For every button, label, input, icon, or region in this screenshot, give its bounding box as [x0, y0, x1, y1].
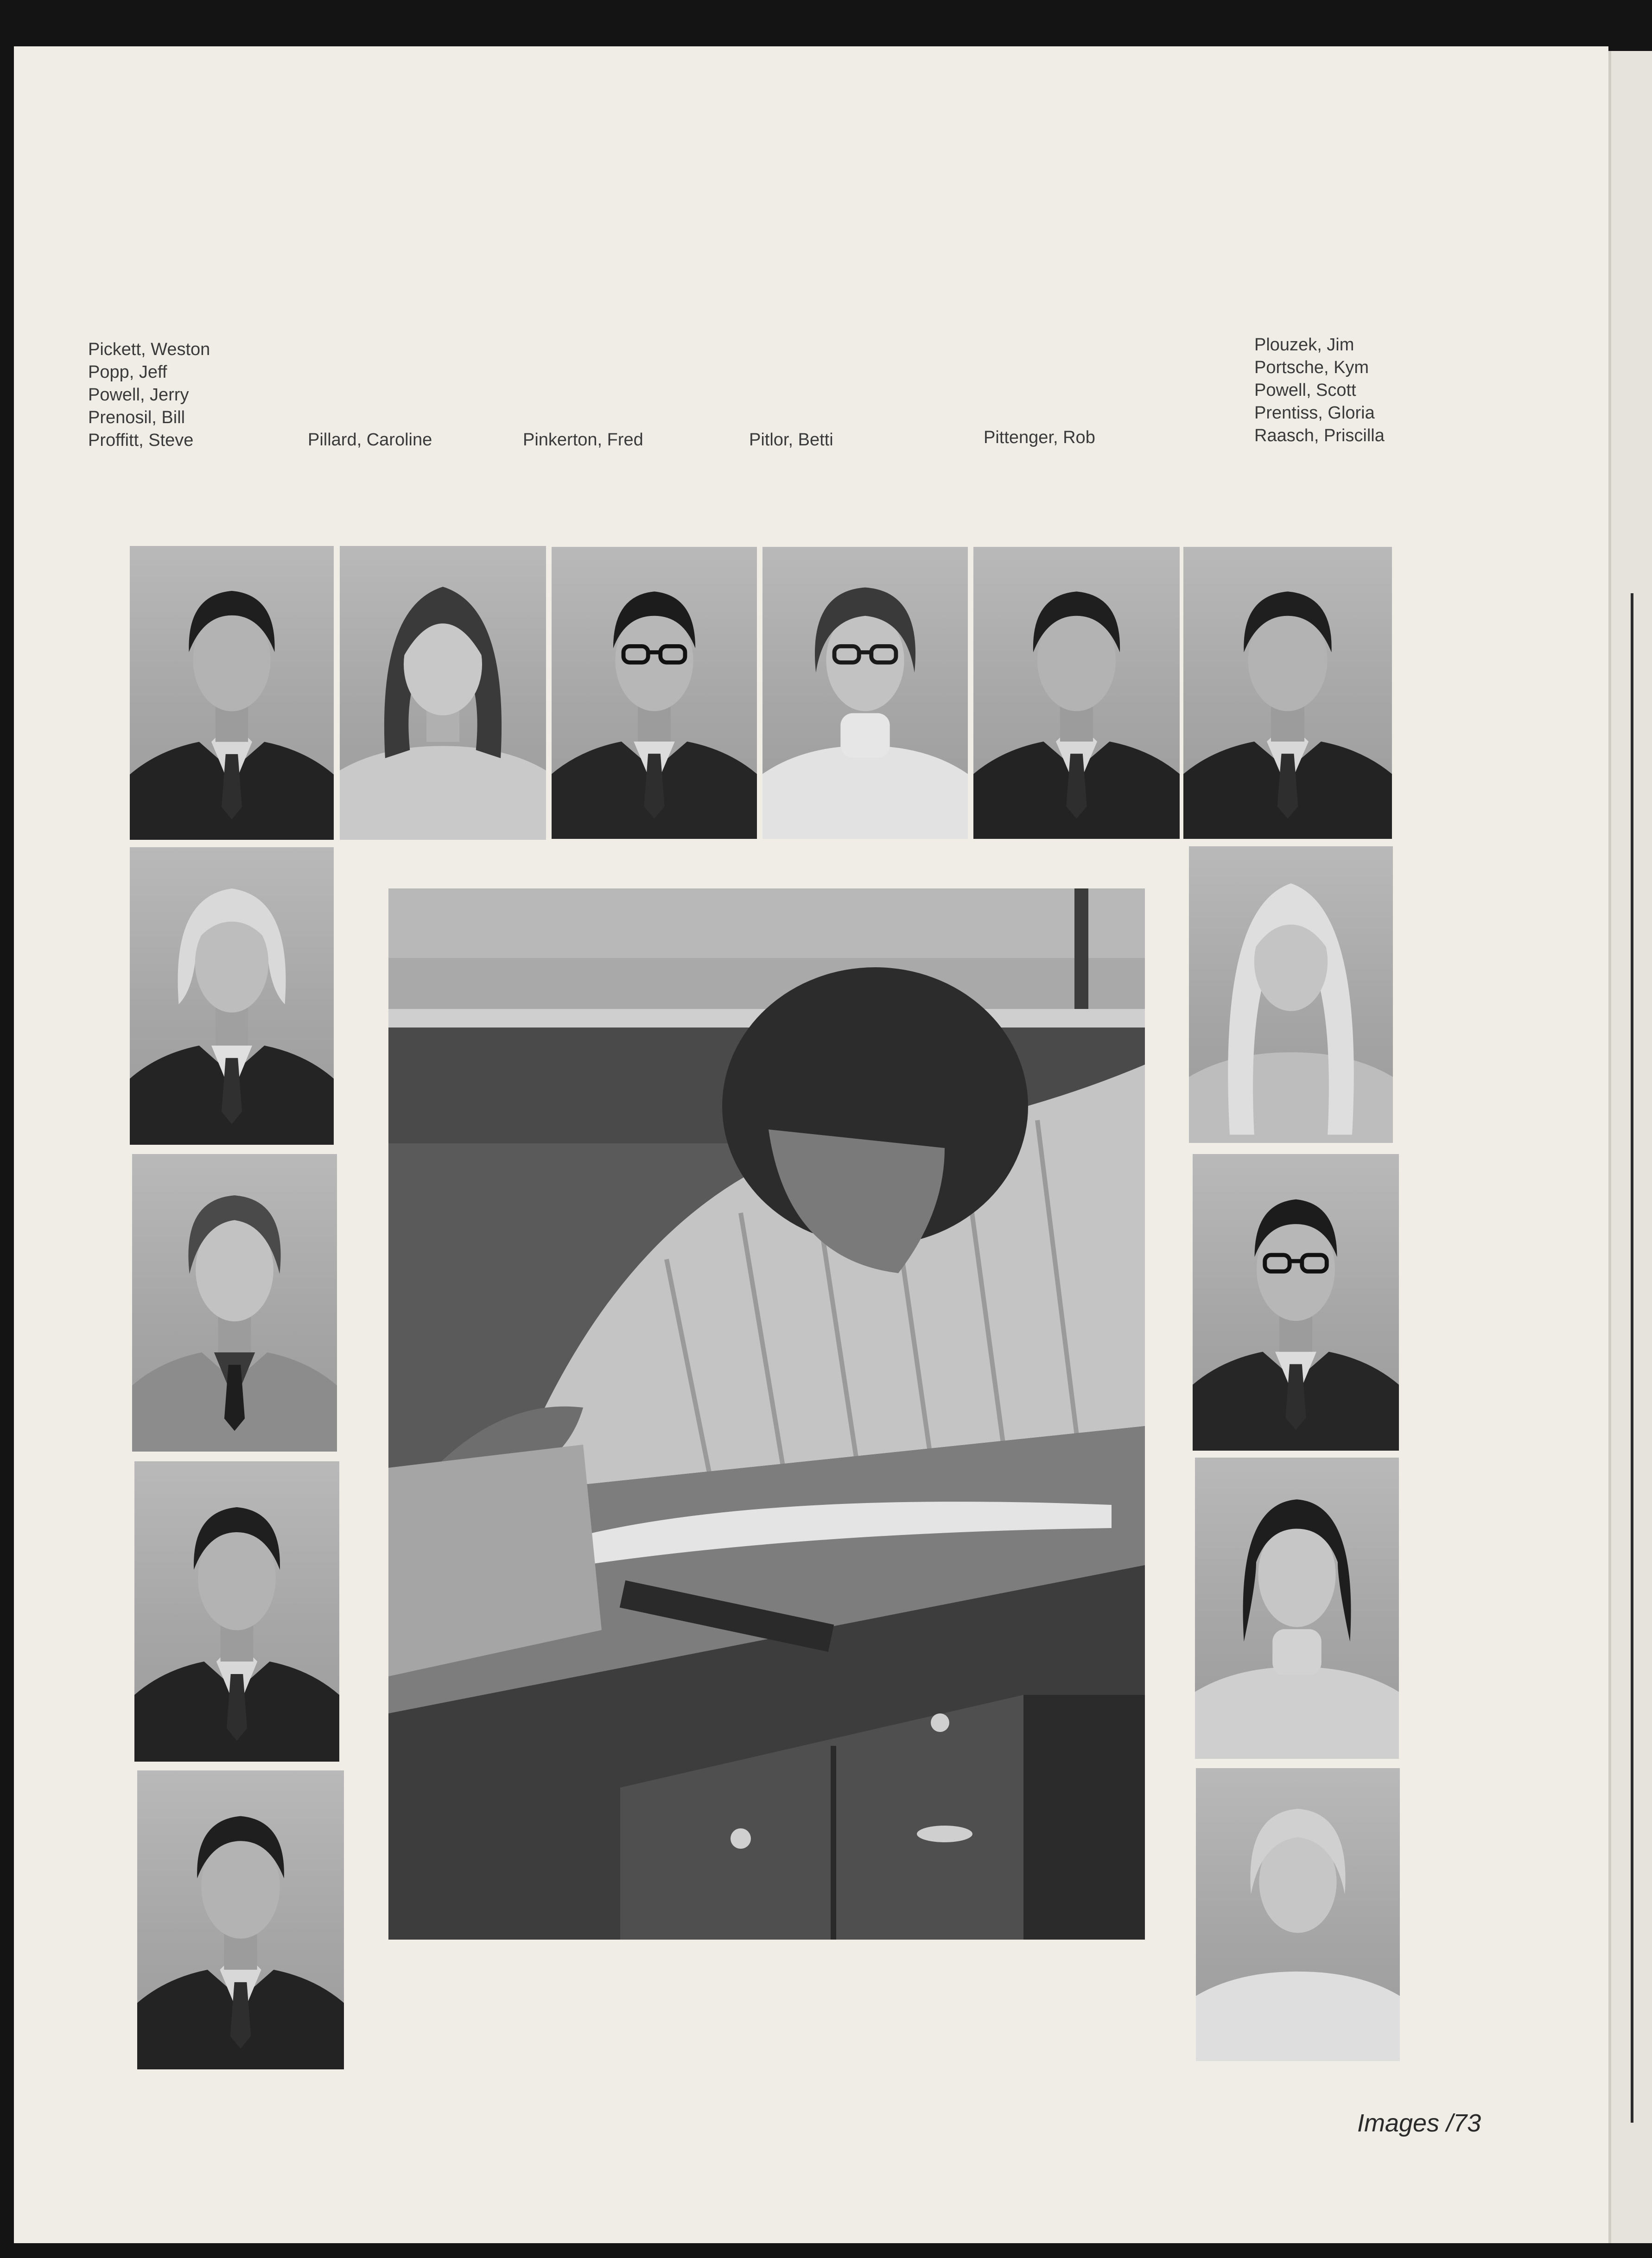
- portrait-female-sweater-icon: [340, 546, 546, 840]
- portrait-male-suit-icon: [137, 1770, 344, 2069]
- man-reading-at-desk-photo-icon: [388, 888, 1145, 1940]
- page-edge-line: [1631, 593, 1633, 2123]
- portrait-photo: [1195, 1458, 1399, 1759]
- caption-name: Powell, Scott: [1254, 381, 1356, 400]
- portrait-photo: [973, 547, 1180, 839]
- portrait-male-suit-icon: [973, 547, 1180, 839]
- caption-name: Pickett, Weston: [88, 340, 210, 359]
- portrait-photo: [340, 546, 546, 840]
- caption-top-4: Pitlor, Betti: [749, 430, 833, 450]
- portrait-photo: [762, 547, 968, 839]
- portrait-photo: [552, 547, 757, 839]
- portrait-male-suit-icon: [130, 546, 334, 840]
- portrait-photo: [130, 847, 334, 1145]
- caption-top-5: Pittenger, Rob: [984, 428, 1095, 447]
- portrait-male-glasses-icon: [552, 547, 757, 839]
- page-edge: [1608, 51, 1652, 2243]
- portrait-photo: [130, 546, 334, 840]
- portrait-male-tweed-icon: [132, 1154, 337, 1452]
- page-number: Images /73: [1357, 2109, 1481, 2137]
- caption-name: Popp, Jeff: [88, 362, 167, 382]
- portrait-photo: [132, 1154, 337, 1452]
- portrait-male-suit-icon: [1183, 547, 1392, 839]
- caption-top-2: Pillard, Caroline: [308, 430, 432, 450]
- caption-name: Raasch, Priscilla: [1254, 426, 1385, 445]
- portrait-female-long-hair-icon: [1189, 846, 1393, 1143]
- portrait-male-glasses-icon: [1193, 1154, 1399, 1451]
- portrait-female-turtleneck-icon: [1195, 1458, 1399, 1759]
- portrait-photo: [1193, 1154, 1399, 1451]
- caption-name: Powell, Jerry: [88, 385, 189, 405]
- caption-name: Prenosil, Bill: [88, 408, 185, 427]
- portrait-male-suit-icon: [134, 1461, 339, 1762]
- caption-top-3: Pinkerton, Fred: [523, 430, 643, 450]
- portrait-photo: [1196, 1768, 1400, 2061]
- left-column-names: [88, 338, 210, 452]
- portrait-photo: [1189, 846, 1393, 1143]
- right-column-names: [1254, 334, 1385, 447]
- caption-name: Plouzek, Jim: [1254, 335, 1354, 355]
- portrait-photo: [1183, 547, 1392, 839]
- portrait-female-short-hair-icon: [1196, 1768, 1400, 2061]
- portrait-male-long-hair-icon: [130, 847, 334, 1145]
- portrait-photo: [134, 1461, 339, 1762]
- feature-photo: [388, 888, 1145, 1940]
- caption-name: Portsche, Kym: [1254, 358, 1369, 377]
- portrait-photo: [137, 1770, 344, 2069]
- caption-name: Prentiss, Gloria: [1254, 403, 1375, 423]
- portrait-female-glasses-turtleneck-icon: [762, 547, 968, 839]
- caption-name: Proffitt, Steve: [88, 431, 194, 450]
